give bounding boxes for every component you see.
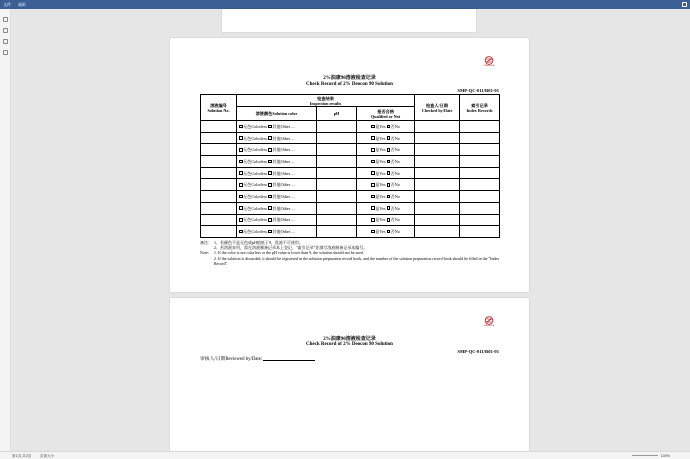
qualified-cell: 是Yes 否No bbox=[357, 202, 415, 214]
note-2-zh: 2、若溶液弃用，需在溶液制备记录本上登记，"索引记录"处填写溶液制备记录本编号。 bbox=[214, 245, 368, 251]
zoom-level[interactable]: 100% bbox=[660, 454, 670, 458]
table-row bbox=[201, 179, 500, 191]
ph-cell[interactable] bbox=[317, 121, 357, 133]
thumbnail-icon[interactable] bbox=[3, 17, 8, 22]
solution-no-cell[interactable] bbox=[201, 202, 237, 214]
doc-smp-number: SMP-QC-011/R01-01 bbox=[457, 349, 499, 354]
index-record-cell[interactable] bbox=[460, 179, 500, 191]
color-cell: 无色Colorless 其他Other .... bbox=[237, 144, 317, 156]
solution-no-cell[interactable] bbox=[201, 179, 237, 191]
index-record-cell[interactable] bbox=[460, 191, 500, 203]
table-row bbox=[201, 144, 500, 156]
logo-icon bbox=[480, 56, 498, 65]
solution-no-cell[interactable] bbox=[201, 214, 237, 226]
ph-cell[interactable] bbox=[317, 202, 357, 214]
logo-text: ZHENGDA bbox=[483, 325, 495, 327]
qualified-cell: 是Yes 否No bbox=[357, 214, 415, 226]
solution-no-cell[interactable] bbox=[201, 167, 237, 179]
color-cell: 无色Colorless 其他Other .... bbox=[237, 191, 317, 203]
menu-file[interactable]: 文件 bbox=[3, 2, 11, 7]
notes-section bbox=[200, 240, 500, 266]
left-sidebar bbox=[0, 9, 11, 451]
ph-cell[interactable] bbox=[317, 156, 357, 168]
color-cell: 无色Colorless 其他Other .... bbox=[237, 202, 317, 214]
table-row bbox=[201, 191, 500, 203]
index-record-cell[interactable] bbox=[460, 121, 500, 133]
color-cell: 无色Colorless 其他Other .... bbox=[237, 214, 317, 226]
ph-cell[interactable] bbox=[317, 226, 357, 238]
checked-by-cell[interactable] bbox=[415, 179, 460, 191]
page-indicator[interactable]: 第1页,共2页 bbox=[12, 454, 32, 458]
doc-smp-number: SMP-QC-011/R01-01 bbox=[457, 88, 499, 93]
index-record-cell[interactable] bbox=[460, 156, 500, 168]
qualified-cell: 是Yes 否No bbox=[357, 132, 415, 144]
index-record-cell[interactable] bbox=[460, 132, 500, 144]
table-row bbox=[201, 214, 500, 226]
qualified-cell: 是Yes 否No bbox=[357, 191, 415, 203]
document-page-1 bbox=[170, 38, 529, 292]
doc-title-zh: 2%油康90溶液检查记录 bbox=[323, 76, 376, 81]
ph-cell[interactable] bbox=[317, 144, 357, 156]
company-logo bbox=[480, 56, 498, 70]
logo-text: ZHENGDA bbox=[483, 65, 495, 67]
checked-by-cell[interactable] bbox=[415, 191, 460, 203]
header-index-records: 索引记录 Index Records bbox=[460, 95, 500, 121]
window-icon[interactable] bbox=[682, 2, 687, 7]
notes-label-en: Note: bbox=[200, 250, 209, 256]
checked-by-cell[interactable] bbox=[415, 121, 460, 133]
doc-title-zh: 2%油康90溶液检查记录 bbox=[323, 337, 376, 342]
table-row bbox=[201, 156, 500, 168]
bookmark-icon[interactable] bbox=[3, 28, 8, 33]
index-record-cell[interactable] bbox=[460, 226, 500, 238]
table-row bbox=[201, 121, 500, 133]
ph-cell[interactable] bbox=[317, 132, 357, 144]
color-cell: 无色Colorless 其他Other .... bbox=[237, 156, 317, 168]
index-record-cell[interactable] bbox=[460, 202, 500, 214]
zoom-slider[interactable] bbox=[632, 455, 658, 456]
qualified-cell: 是Yes 否No bbox=[357, 179, 415, 191]
index-record-cell[interactable] bbox=[460, 167, 500, 179]
header-ph: pH bbox=[317, 107, 357, 121]
ph-cell[interactable] bbox=[317, 167, 357, 179]
attachment-icon[interactable] bbox=[3, 50, 8, 55]
color-cell: 无色Colorless 其他Other .... bbox=[237, 226, 317, 238]
solution-no-cell[interactable] bbox=[201, 144, 237, 156]
checked-by-cell[interactable] bbox=[415, 226, 460, 238]
checked-by-cell[interactable] bbox=[415, 167, 460, 179]
ph-cell[interactable] bbox=[317, 214, 357, 226]
header-inspection: 检查结果 Inspection results bbox=[237, 95, 415, 107]
comment-icon[interactable] bbox=[3, 39, 8, 44]
index-record-cell[interactable] bbox=[460, 214, 500, 226]
table-row bbox=[201, 226, 500, 238]
qualified-cell: 是Yes 否No bbox=[357, 156, 415, 168]
qualified-cell: 是Yes 否No bbox=[357, 226, 415, 238]
page-previous bbox=[222, 9, 476, 32]
page-size-label: 页面大小 bbox=[40, 454, 55, 458]
table-row bbox=[201, 202, 500, 214]
notes-label-zh: 备注： bbox=[200, 240, 212, 245]
note-2-en: 2. If the solution is discarded, it should be registered in the solution preparation record book, and the number of the solution preparation record book should be filled in the "Index Record". bbox=[214, 255, 500, 266]
qualified-cell: 是Yes 否No bbox=[357, 121, 415, 133]
ph-cell[interactable] bbox=[317, 191, 357, 203]
window-controls bbox=[682, 2, 687, 7]
checked-by-cell[interactable] bbox=[415, 156, 460, 168]
doc-title-en: Check Record of 2% Deocon 90 Solution bbox=[306, 342, 393, 347]
color-cell: 无色Colorless 其他Other .... bbox=[237, 121, 317, 133]
reviewed-by: 审核人/日期Reviewed by/Date: bbox=[200, 355, 315, 362]
header-qualified: 是否合格 Qualified or Not bbox=[357, 107, 415, 121]
color-cell: 无色Colorless 其他Other .... bbox=[237, 167, 317, 179]
solution-no-cell[interactable] bbox=[201, 226, 237, 238]
doc-title-en: Check Record of 2% Deocon 90 Solution bbox=[306, 82, 393, 87]
signature-line[interactable] bbox=[263, 360, 315, 361]
qualified-cell: 是Yes 否No bbox=[357, 144, 415, 156]
table-row bbox=[201, 167, 500, 179]
document-page-2 bbox=[170, 298, 529, 451]
company-logo bbox=[480, 316, 498, 330]
record-table bbox=[200, 94, 500, 238]
header-color: 溶液颜色Solution color bbox=[237, 107, 317, 121]
table-row bbox=[201, 132, 500, 144]
solution-no-cell[interactable] bbox=[201, 156, 237, 168]
note-1-en: 1. If the color is not colorless or the pH value is lower than 9, the solution should not be used. bbox=[214, 250, 364, 256]
header-solution-no: 溶液编号 Solution No. bbox=[201, 95, 237, 121]
title-bar bbox=[0, 0, 690, 9]
index-record-cell[interactable] bbox=[460, 144, 500, 156]
checked-by-cell[interactable] bbox=[415, 132, 460, 144]
header-checked-by: 检查人/日期 Checked by/Date bbox=[415, 95, 460, 121]
logo-icon bbox=[480, 316, 498, 325]
checked-by-cell[interactable] bbox=[415, 202, 460, 214]
solution-no-cell[interactable] bbox=[201, 132, 237, 144]
status-bar bbox=[0, 451, 690, 459]
checked-by-cell[interactable] bbox=[415, 214, 460, 226]
note-1-zh: 1、若颜色不是无色或pH值低于9，洗液不可使用。 bbox=[214, 240, 303, 245]
color-cell: 无色Colorless 其他Other .... bbox=[237, 132, 317, 144]
solution-no-cell[interactable] bbox=[201, 191, 237, 203]
ph-cell[interactable] bbox=[317, 179, 357, 191]
solution-no-cell[interactable] bbox=[201, 121, 237, 133]
checked-by-cell[interactable] bbox=[415, 144, 460, 156]
menu-app[interactable]: 福昕 bbox=[18, 2, 26, 7]
color-cell: 无色Colorless 其他Other .... bbox=[237, 179, 317, 191]
qualified-cell: 是Yes 否No bbox=[357, 167, 415, 179]
